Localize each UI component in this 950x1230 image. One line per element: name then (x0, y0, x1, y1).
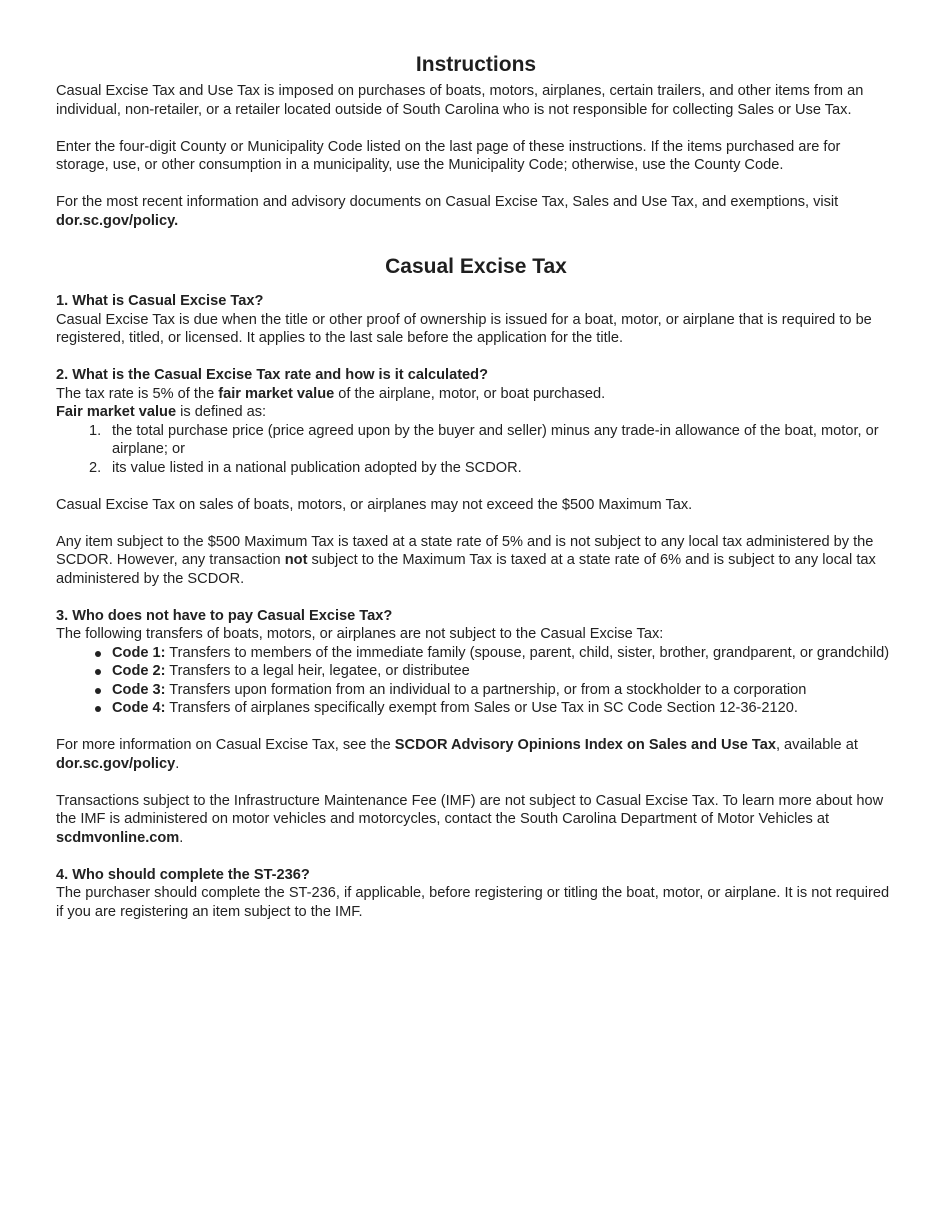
fmv-post: is defined as: (176, 404, 267, 420)
code-text: Transfers upon formation from an individual to a partnership, or from a stockholder to a corporation (165, 681, 807, 698)
instructions-paragraph-1: Casual Excise Tax and Use Tax is imposed on purchases of boats, motors, airplanes, certain trailers, and other items from an individual, non-retailer, or a retailer located outside of South Carolina who is not responsible for collecting Sales or Use Tax. (56, 83, 864, 118)
imf-text (56, 792, 896, 848)
list-number: 2. (89, 459, 102, 476)
question-2-heading: 2. What is the Casual Excise Tax rate and how is it calculated? (56, 367, 489, 383)
list-item (94, 681, 896, 700)
question-1-body: Casual Excise Tax is due when the title or other proof of ownership is issued for a boat, motor, or airplane that is required to be registered, titled, or licensed. It applies to the last sale before the application for the title. (56, 311, 872, 346)
fmv-definition-list (56, 422, 896, 478)
bullet-icon (95, 706, 101, 712)
max-tax-text: Casual Excise Tax on sales of boats, motors, or airplanes may not exceed the $500 Maximum Tax. (56, 496, 693, 513)
imf-end: . (179, 829, 184, 846)
code-label: Code 4: (112, 700, 166, 716)
question-1-heading: 1. What is Casual Excise Tax? (56, 293, 264, 309)
fair-market-value-text (56, 403, 896, 422)
question-3-heading: 3. Who does not have to pay Casual Excise Tax? (56, 607, 393, 624)
more-info-end: . (175, 755, 180, 772)
list-number: 1. (89, 422, 102, 439)
code-label: Code 1: (112, 644, 166, 661)
policy-text: For the most recent information and advisory documents on Casual Excise Tax, Sales and Use Tax, and exemptions, visit (56, 194, 839, 210)
more-info-mid: , available at (775, 737, 858, 753)
instructions-paragraph-2: Enter the four-digit County or Municipality Code listed on the last page of these instructions. If the items purchased are for storage, use, or other consumption in a municipality, use the Municipality Code; otherwise, use the County Code. (56, 138, 841, 173)
fmv-bold: Fair market value (56, 404, 177, 420)
scdmv-link[interactable]: scdmvonline.com (56, 829, 180, 846)
local-tax-bold: not (284, 552, 308, 568)
code-text: Transfers of airplanes specifically exempt from Sales or Use Tax in SC Code Section 12-36-2120. (165, 700, 798, 716)
question-3-intro: The following transfers of boats, motors, or airplanes are not subject to the Casual Excise Tax: (56, 626, 664, 642)
list-text: the total purchase price (price agreed upon by the buyer and seller) minus any trade-in allowance of the boat, motor, or airplane; or (112, 422, 879, 457)
code-text: Transfers to members of the immediate family (spouse, parent, child, sister, brother, grandparent, or grandchild) (165, 644, 890, 661)
list-item (89, 422, 896, 459)
tax-rate-pre: The tax rate is 5% of the (56, 385, 219, 402)
question-4-heading: 4. Who should complete the ST-236? (56, 866, 310, 883)
instructions-title: Instructions (415, 53, 537, 76)
tax-rate-post: of the airplane, motor, or boat purchased. (334, 385, 606, 402)
bullet-icon (95, 669, 101, 675)
question-4-body: The purchaser should complete the ST-236, if applicable, before registering or titling the boat, motor, or airplane. It is not required if you are registering an item subject to the IMF. (56, 885, 890, 920)
tax-rate-text (56, 385, 896, 404)
list-text: its value listed in a national publication adopted by the SCDOR. (112, 459, 522, 476)
bullet-icon (95, 651, 101, 657)
code-text: Transfers to a legal heir, legatee, or distributee (165, 663, 470, 679)
list-item (89, 459, 896, 478)
imf-pre: Transactions subject to the Infrastructure Maintenance Fee (IMF) are not subject to Casual Excise Tax. To learn more about how the IMF is administered on motor vehicles and motorcycles, contact the South Carolina Department of Motor Vehicles at (56, 792, 884, 827)
code-label: Code 3: (112, 681, 166, 698)
document-content (56, 52, 896, 921)
more-info-pre: For more information on Casual Excise Tax, see the (56, 737, 395, 753)
instructions-paragraph-3 (56, 193, 896, 230)
code-label: Code 2: (112, 663, 166, 679)
bullet-icon (95, 688, 101, 694)
list-item (94, 699, 896, 718)
list-item (94, 644, 896, 663)
local-tax-text (56, 533, 896, 589)
tax-rate-bold: fair market value (218, 385, 335, 402)
advisory-index-title: SCDOR Advisory Opinions Index on Sales and Use Tax (394, 737, 776, 753)
list-item (94, 662, 896, 681)
casual-excise-tax-title: Casual Excise Tax (385, 255, 567, 278)
more-info-text (56, 736, 896, 773)
local-tax-post: subject to the Maximum Tax is taxed at a state rate of 6% and is subject to any local tax administered by the SCDOR. (56, 552, 876, 587)
policy-link[interactable]: dor.sc.gov/policy (56, 755, 176, 772)
local-tax-pre: Any item subject to the $500 Maximum Tax is taxed at a state rate of 5% and is not subject to any local tax administered by the SCDOR. However, any transaction (56, 533, 874, 568)
exemption-codes-list (56, 644, 896, 718)
policy-link[interactable]: dor.sc.gov/policy. (56, 212, 179, 229)
